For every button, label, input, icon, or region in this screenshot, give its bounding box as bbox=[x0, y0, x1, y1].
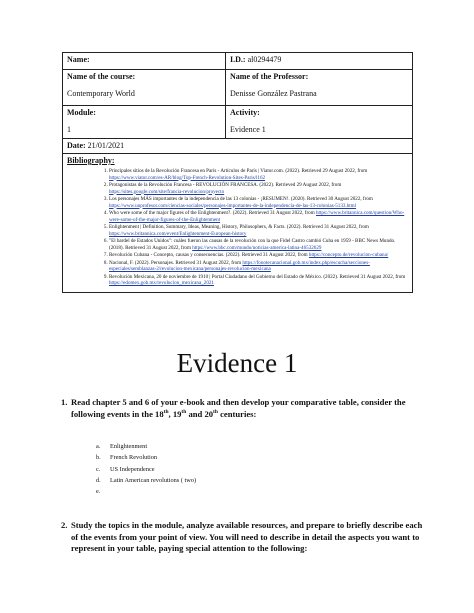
bibliography-link[interactable]: https://fonotecanacional.gob.mx/index.php/escucha/secciones-especiales/semblanzas-2/revolucion-mexicana/personajes-revolucion-mexicana bbox=[109, 259, 370, 273]
event-item bbox=[96, 476, 197, 485]
question-1 bbox=[61, 397, 431, 420]
bibliography-text: Protagonistas de la Revolución Francesa - REVOLUCIÓN FRANCESA. (2022). Retrieved 29 August 2022, from bbox=[109, 182, 342, 189]
question-1-sup-1: th bbox=[163, 408, 169, 415]
bibliography-text: Revolución Mexicana, 20 de noviembre de 1910 | Portal Ciudadano del Gobierno del Estado de México. (2022). Retrieved 31 August 2022, from bbox=[109, 273, 406, 280]
bibliography-text: Enlightenment | Definition, Summary, Ideas, Meaning, History, Philosophers, & Facts. (2022). Retrieved 31 August 2022, from bbox=[109, 224, 369, 231]
bibliography-item bbox=[109, 238, 408, 251]
course-value: Contemporary World bbox=[67, 89, 135, 98]
bibliography-text: "El bardel de Estados Unidos": cuáles fueron las causas de la revolución con la que Fidel Castro cambió Cuba en 1959 - BBC News Mundo. (2018). Retrieved 31 August 2022, from bbox=[109, 238, 396, 251]
event-letter: d. bbox=[96, 476, 101, 484]
module-value: 1 bbox=[67, 125, 71, 134]
bibliography-link[interactable]: https://edomex.gob.mx/revolucion_mexicana_2021 bbox=[109, 280, 214, 287]
module-cell bbox=[63, 106, 226, 139]
bibliography-text: Revolución Cubana - Concepto, causas y consecuencias. (2022). Retrieved 31 August 2022, from bbox=[109, 252, 309, 259]
professor-value: Denisse González Pastrana bbox=[230, 89, 317, 98]
question-2-text: Study the topics in the module, analyze available resources, and prepare to briefly describe each of the events from your point of view. You will need to describe in detail the aspects you want to represent in your table, paying special attention to the following: bbox=[71, 520, 423, 554]
event-letter: b. bbox=[96, 454, 101, 462]
event-item bbox=[96, 443, 196, 451]
event-letter: e. bbox=[96, 488, 101, 496]
activity-label: Activity: bbox=[230, 108, 260, 117]
activity-value: Evidence 1 bbox=[230, 125, 266, 134]
question-1-number: 1. bbox=[61, 397, 68, 407]
bibliography-link[interactable]: https://www.bbc.com/mundo/noticias-america-latina-46532629 bbox=[192, 244, 322, 251]
bibliography-list bbox=[67, 168, 408, 287]
question-2 bbox=[61, 520, 431, 555]
question-1-text-a: Read chapter 5 and 6 of your e-book and then develop your comparative table, consider the following events in the 18 bbox=[71, 397, 406, 419]
bibliography-link[interactable]: https://sites.google.com/site/francia-revolucion/proyecto bbox=[109, 188, 225, 195]
bibliography-item bbox=[109, 168, 408, 181]
bibliography-item bbox=[109, 224, 408, 237]
event-text: French Revolution bbox=[110, 454, 158, 462]
event-item bbox=[96, 488, 196, 496]
date-cell bbox=[63, 139, 413, 154]
evidence-title: Evidence 1 bbox=[176, 348, 298, 378]
course-cell bbox=[63, 70, 226, 106]
event-text: Latin American revolutions ( two) bbox=[110, 476, 197, 484]
bibliography-item bbox=[109, 182, 408, 195]
bibliography-label: Bibliography: bbox=[67, 156, 115, 165]
bibliography-item bbox=[109, 274, 408, 287]
bibliography-item bbox=[109, 210, 408, 223]
bibliography-link[interactable]: https://www.britannica.com/question/Who-were-some-of-the-major-figures-of-the-Enlightenment bbox=[109, 210, 405, 223]
id-label: I.D.: bbox=[230, 55, 246, 64]
bibliography-link[interactable]: https://www.unprofesor.com/ciencias-sociales/personajes-importantes-de-la-independencia-de-las-13-colonias-5133.html bbox=[109, 202, 357, 209]
bibliography-text: Principales sitios de la Revolución Francesa en París - Artículos de París | Viator.com. (2022). Retrieved 29 August 2022, from bbox=[109, 168, 368, 174]
activity-cell bbox=[226, 106, 413, 139]
event-item bbox=[96, 454, 196, 462]
bibliography-link[interactable]: https://www.britannica.com/event/Enlightenment-European-history bbox=[109, 230, 247, 237]
date-value: 21/01/2021 bbox=[87, 141, 125, 150]
event-item bbox=[96, 465, 196, 474]
question-1-text-b: , 19 bbox=[168, 408, 182, 419]
course-label: Name of the course: bbox=[67, 72, 136, 81]
bibliography-text: Who were some of the major figures of the Enlightenment?. (2022). Retrieved 31 August 2022, from bbox=[109, 210, 316, 217]
bibliography-text: Nacional, F. (2022). Personajes. Retrieved 31 August 2022, from bbox=[109, 259, 243, 266]
question-1-sup-2: th bbox=[181, 408, 187, 415]
bibliography-link[interactable]: https://www.viator.com/es-AR/blog/Top-French-Revolution-Sites-Paris/l162 bbox=[109, 174, 266, 181]
id-cell bbox=[226, 53, 413, 70]
question-1-sup-3: th bbox=[213, 408, 218, 415]
bibliography-text: Los personajes MÁS importantes de la independencia de las 13 colonias - ¡RESUMEN!. (2020). Retrieved 30 August 2022, from bbox=[109, 196, 373, 203]
bibliography-item bbox=[109, 196, 408, 209]
bibliography-item bbox=[109, 260, 408, 273]
professor-cell bbox=[226, 70, 413, 106]
name-label: Name: bbox=[67, 55, 90, 64]
question-1-text-c: and 20 bbox=[186, 408, 214, 419]
event-letter: a. bbox=[96, 443, 101, 450]
question-1-text-d: centuries: bbox=[217, 408, 257, 419]
id-value: al0294479 bbox=[247, 55, 282, 64]
name-cell bbox=[63, 53, 226, 70]
event-text: Enlightenment bbox=[110, 443, 148, 450]
date-label: Date: bbox=[67, 141, 86, 150]
bibliography-item bbox=[109, 252, 408, 259]
info-table bbox=[62, 52, 413, 293]
question-2-number: 2. bbox=[61, 520, 68, 530]
professor-label: Name of the Professor: bbox=[230, 72, 309, 81]
events-list bbox=[96, 443, 197, 499]
module-label: Module: bbox=[67, 108, 96, 117]
bibliography-cell bbox=[63, 154, 413, 293]
event-text: US Independence bbox=[110, 465, 155, 473]
bibliography-link[interactable]: https://concepto.de/revolucion-cubana/ bbox=[308, 252, 389, 259]
event-letter: c. bbox=[96, 465, 101, 473]
